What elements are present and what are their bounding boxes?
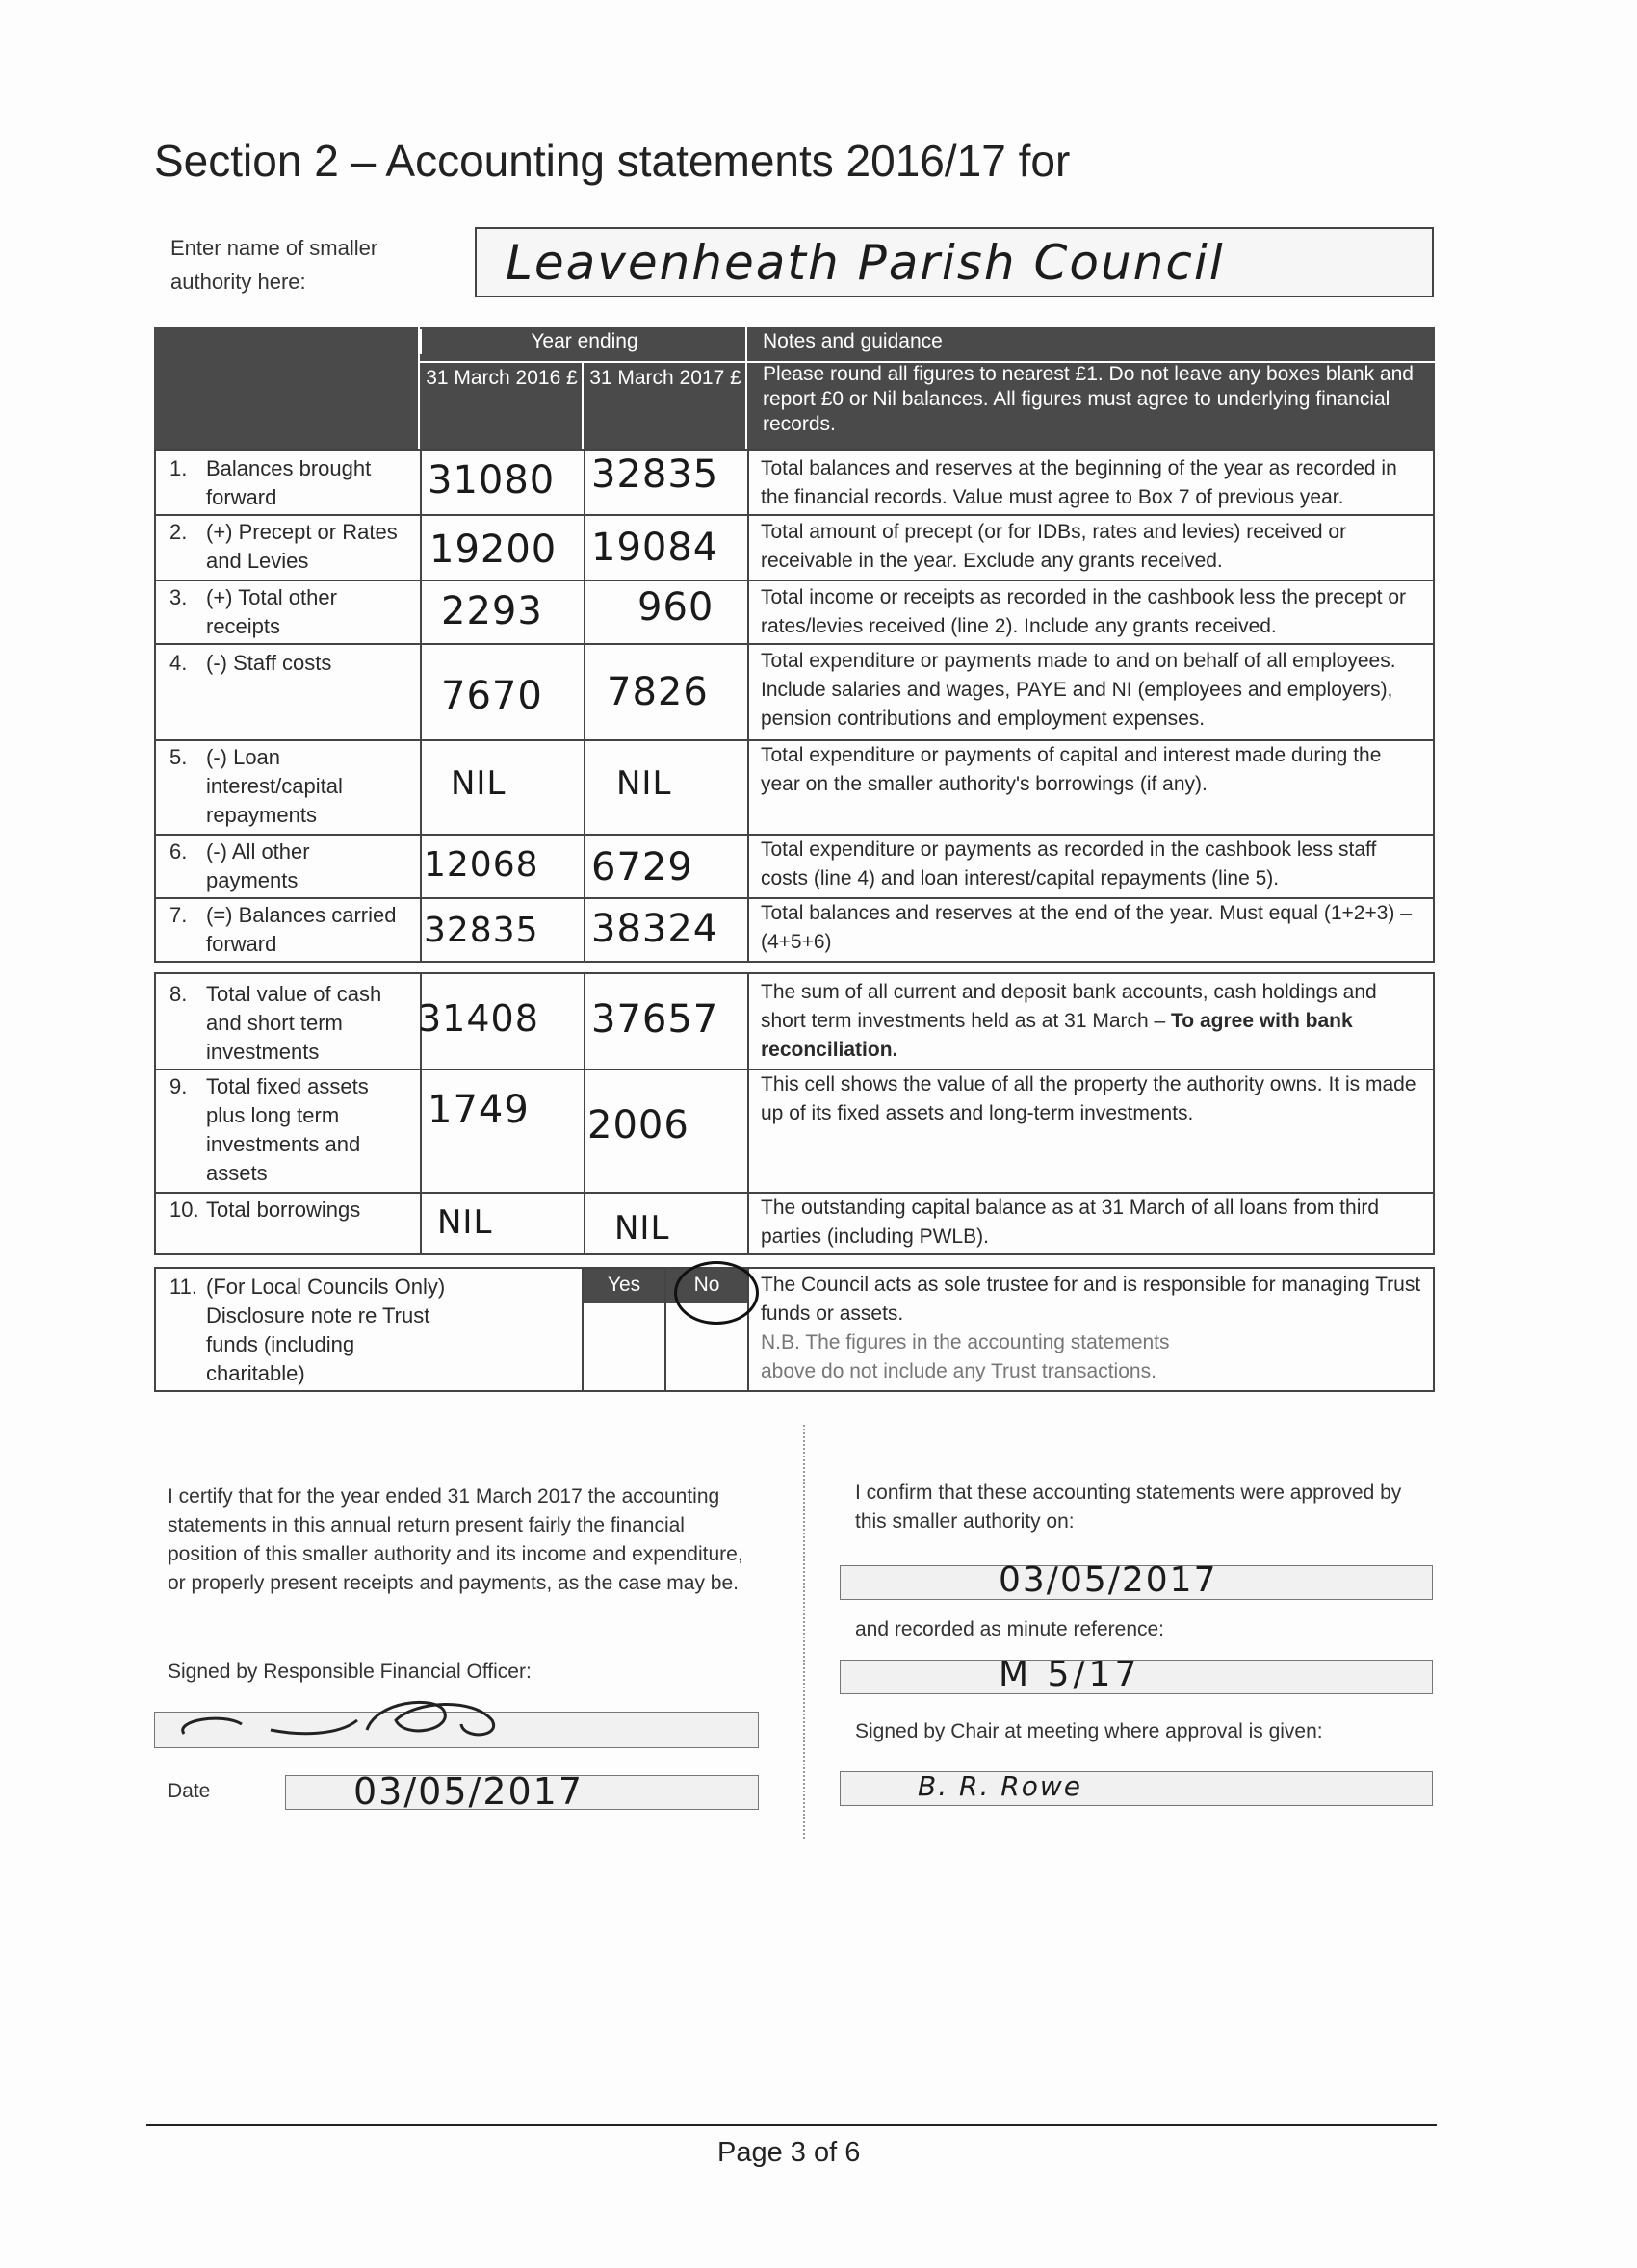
row-4-2016[interactable]: 7670 (441, 674, 543, 718)
date-label: Date (168, 1780, 211, 1802)
row-4-2017[interactable]: 7826 (607, 670, 709, 714)
row-8-2016[interactable]: 31408 (418, 997, 539, 1040)
row-1-label: Balances brought forward (206, 456, 372, 509)
row-2-note: Total amount of precept (or for IDBs, rates and levies) received or receivable in the year. Exclude any grants received. (761, 521, 1347, 572)
table-header (154, 327, 1435, 449)
row-7-note: Total balances and reserves at the end of the year. Must equal (1+2+3) – (4+5+6) (761, 902, 1412, 953)
row-4-num: 4. (169, 651, 188, 675)
authority-name-label: Enter name of smaller authority here: (170, 236, 378, 294)
notes-header: Notes and guidance (763, 330, 943, 352)
chair-signature-value: B. R. Rowe (918, 1770, 1082, 1802)
row-8-2017[interactable]: 37657 (591, 997, 719, 1042)
notes-guidance: Please round all figures to nearest £1. Do not leave any boxes blank and report £0 or Nil balances. All figures must agree to underlying financial records. (763, 363, 1414, 435)
no-header[interactable]: No (666, 1269, 747, 1303)
hdr-divider (418, 327, 420, 449)
rfo-signature-field[interactable] (154, 1712, 759, 1748)
statements-table (154, 449, 1435, 963)
trust-funds-table (154, 1267, 1435, 1392)
row-8-note-text: The sum of all current and deposit bank accounts, cash holdings and short term investments held as at 31 March – (761, 981, 1377, 1032)
chair-signed-label: Signed by Chair at meeting where approval is given: (855, 1720, 1323, 1742)
row-6-label: (-) All other payments (206, 839, 310, 892)
row-9-num: 9. (169, 1074, 188, 1098)
row-5-num: 5. (169, 745, 188, 769)
row-11-note-grey: N.B. The figures in the accounting statements above do not include any Trust transactions. (761, 1331, 1170, 1382)
row-5-note: Total expenditure or payments of capital and interest made during the year on the smaller authority's borrowings (if any). (761, 744, 1382, 795)
row-10-num: 10. (169, 1198, 199, 1222)
assets-table (154, 972, 1435, 1255)
row-8-note-bold: To agree with bank reconciliation. (761, 1010, 1353, 1061)
row-1-num: 1. (169, 456, 188, 480)
row-8-num: 8. (169, 982, 188, 1006)
rfo-date-value: 03/05/2017 (353, 1770, 585, 1813)
row-8-note (761, 978, 1425, 1065)
year-ending-header: Year ending (420, 329, 747, 354)
row-6-2017[interactable]: 6729 (591, 845, 693, 889)
row-9-note: This cell shows the value of all the property the authority owns. It is made up of its fixed assets and long-term investments. (761, 1073, 1416, 1124)
row-3-2017[interactable]: 960 (637, 585, 715, 630)
rfo-signature-icon (155, 1691, 760, 1749)
row-10-label: Total borrowings (206, 1198, 361, 1222)
row-2-label: (+) Precept or Rates and Levies (206, 520, 398, 573)
page-number: Page 3 of 6 (717, 2137, 861, 2168)
minute-ref-label: and recorded as minute reference: (855, 1618, 1165, 1640)
col-2016-header: 31 March 2016 £ (426, 367, 578, 389)
confirm-text: I confirm that these accounting statements were approved by this smaller authority on: (855, 1482, 1402, 1533)
col-2017-header: 31 March 2017 £ (589, 367, 741, 389)
yes-header[interactable]: Yes (584, 1269, 664, 1303)
row-7-2017[interactable]: 38324 (591, 907, 719, 951)
row-2-2016[interactable]: 19200 (429, 528, 558, 572)
row-5-2017[interactable]: NIL (616, 764, 672, 803)
row-3-2016[interactable]: 2293 (441, 589, 543, 633)
hdr-divider (582, 362, 584, 449)
row-7-label: (=) Balances carried forward (206, 903, 397, 956)
hdr-divider (745, 327, 747, 449)
authority-name-field[interactable] (475, 227, 1434, 297)
row-1-2016[interactable]: 31080 (428, 458, 556, 503)
row-10-2016[interactable]: NIL (437, 1203, 493, 1242)
row-7-num: 7. (169, 903, 188, 927)
row-10-note: The outstanding capital balance as at 31 March of all loans from third parties (including PWLB). (761, 1197, 1380, 1248)
no-selection-circle (674, 1261, 759, 1325)
minute-ref-field[interactable] (840, 1655, 1433, 1694)
footer-rule (146, 2124, 1437, 2126)
approval-date-field[interactable] (840, 1560, 1433, 1600)
row-3-num: 3. (169, 585, 188, 609)
row-4-label: (-) Staff costs (206, 651, 332, 675)
row-11-label: (For Local Councils Only) Disclosure note re Trust funds (including charitable) (206, 1275, 446, 1385)
page-title: Section 2 – Accounting statements 2016/17 for (154, 136, 1071, 186)
hdr-divider (747, 361, 1435, 363)
column-divider (803, 1425, 805, 1839)
row-2-num: 2. (169, 520, 188, 544)
row-9-2016[interactable]: 1749 (428, 1088, 530, 1132)
certify-text: I certify that for the year ended 31 March 2017 the accounting statements in this annual return present fairly the financial position of this smaller authority and its income and expenditure, or properly present receipts and payments, as the case may be. (168, 1485, 743, 1594)
row-10-2017[interactable]: NIL (614, 1209, 670, 1248)
row-8-label: Total value of cash and short term investments (206, 982, 382, 1064)
row-9-label: Total fixed assets plus long term investments and assets (206, 1074, 369, 1185)
row-2-2017[interactable]: 19084 (591, 526, 719, 570)
minute-ref-value: M 5/17 (999, 1655, 1141, 1694)
row-6-num: 6. (169, 839, 188, 863)
row-9-2017[interactable]: 2006 (587, 1103, 689, 1147)
chair-signature-field[interactable] (840, 1771, 1433, 1806)
row-1-note: Total balances and reserves at the beginning of the year as recorded in the financial records. Value must agree to Box 7 of previous year. (761, 457, 1397, 508)
approval-date-value: 03/05/2017 (999, 1560, 1218, 1600)
row-4-note: Total expenditure or payments made to and on behalf of all employees. Include salaries and wages, PAYE and NI (employees and employers), pension contributions and employment expenses. (761, 650, 1396, 730)
row-5-2016[interactable]: NIL (451, 764, 507, 803)
row-6-2016[interactable]: 12068 (424, 845, 539, 885)
row-11-note: The Council acts as sole trustee for and is responsible for managing Trust funds or assets. (761, 1274, 1421, 1325)
rfo-date-field[interactable] (285, 1770, 759, 1813)
row-5-label: (-) Loan interest/capital repayments (206, 745, 343, 827)
authority-name-value: Leavenheath Parish Council (506, 235, 1225, 291)
rfo-signed-label: Signed by Responsible Financial Officer: (168, 1661, 532, 1683)
row-6-note: Total expenditure or payments as recorded in the cashbook less staff costs (line 4) and loan interest/capital repayments (line 5). (761, 838, 1377, 889)
hdr-divider (420, 361, 745, 363)
row-3-note: Total income or receipts as recorded in the cashbook less the precept or rates/levies received (line 2). Include any grants received. (761, 586, 1407, 637)
row-11-num: 11. (169, 1275, 197, 1299)
row-3-label: (+) Total other receipts (206, 585, 337, 638)
row-7-2016[interactable]: 32835 (424, 911, 539, 950)
row-1-2017[interactable]: 32835 (591, 452, 719, 497)
